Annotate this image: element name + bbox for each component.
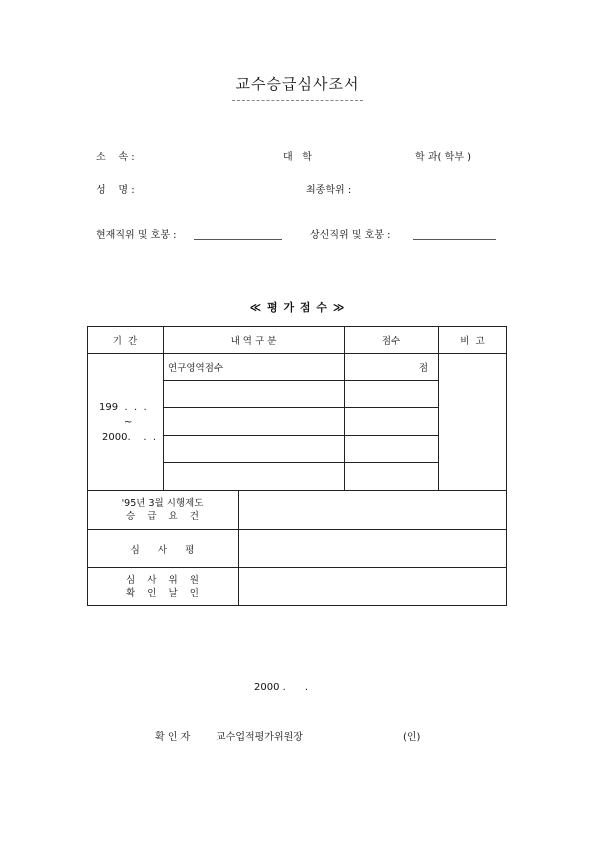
degree-label: 최종학위 :	[306, 185, 352, 196]
category-cell[interactable]	[163, 408, 344, 435]
period-end: 2000. . .	[102, 432, 157, 443]
score-cell[interactable]	[344, 436, 438, 462]
reviewer-line1: 심 사 위 원	[126, 574, 199, 586]
affiliation-label: 소 속 :	[96, 152, 135, 163]
period-tilde: ~	[124, 417, 133, 428]
applied-position-label: 상신직위 및 호봉 :	[310, 230, 391, 241]
confirm-label: 확 인 자	[155, 732, 191, 743]
current-position-label: 현재직위 및 호봉 :	[96, 230, 177, 241]
period-start: 199 . . .	[99, 402, 147, 413]
requirement-line1: '95년 3월 시행제도	[121, 498, 204, 509]
score-cell[interactable]	[344, 408, 438, 435]
current-position-field[interactable]	[194, 239, 282, 240]
college-label: 대 학	[283, 152, 312, 163]
category-cell[interactable]	[163, 381, 344, 407]
evaluation-table	[87, 326, 507, 606]
document-title: 교수승급심사조서	[235, 75, 360, 93]
header-period: 기 간	[112, 336, 138, 347]
requirement-line2: 승 급 요 건	[126, 511, 199, 522]
seal-mark: (인)	[403, 732, 421, 743]
score-cell: 점	[418, 363, 428, 374]
row-divider	[163, 462, 438, 463]
department-label: 학 과( 학부 )	[415, 152, 471, 163]
category-cell[interactable]	[163, 436, 344, 462]
header-note: 비 고	[460, 336, 485, 347]
confirmer-title: 교수업적평가위원장	[216, 732, 303, 743]
reviewer-label	[87, 568, 238, 605]
name-label: 성 명 :	[96, 185, 135, 196]
reviewer-line2: 확 인 날 인	[126, 587, 199, 599]
applied-position-field[interactable]	[413, 239, 496, 240]
title-underline	[232, 100, 363, 101]
requirement-label	[87, 491, 238, 529]
column-divider	[238, 490, 239, 605]
footer-date: 2000 . .	[254, 682, 309, 693]
score-cell[interactable]	[344, 381, 438, 407]
table-border-bottom	[87, 605, 507, 606]
header-category: 내 역 구 분	[230, 336, 277, 347]
review-label: 심 사 평	[130, 544, 195, 556]
table-border-right	[506, 326, 507, 606]
header-score: 점수	[381, 336, 401, 347]
section-title: ≪ 평 가 점 수 ≫	[249, 301, 346, 314]
category-cell: 연구영역점수	[168, 363, 224, 374]
